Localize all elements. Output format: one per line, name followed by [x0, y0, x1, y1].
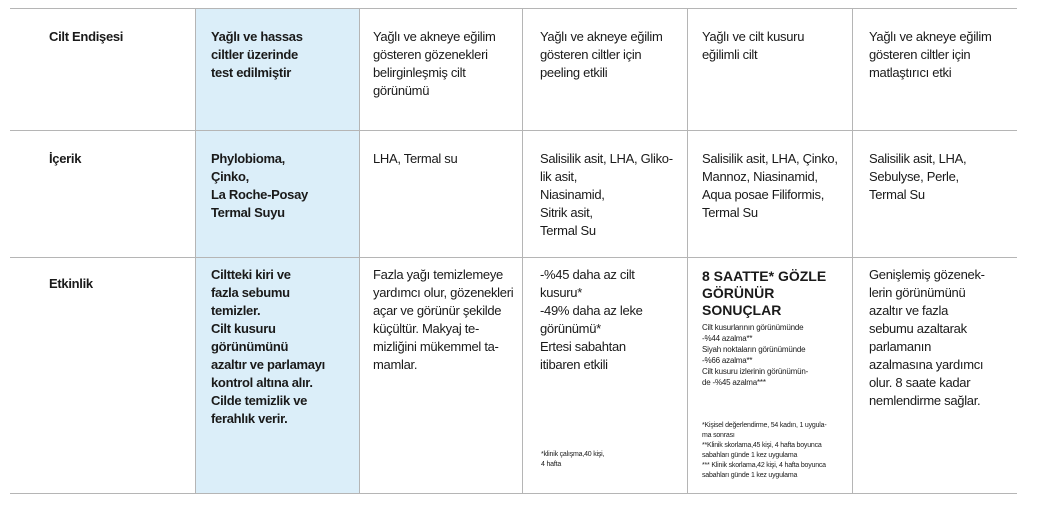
row-label-efficacy: Etkinlik	[49, 276, 93, 291]
column-divider	[359, 8, 360, 494]
row-divider	[10, 8, 1017, 9]
concern-col5: Yağlı ve akneye eğilim gösteren ciltler için matlaştırıcı etki	[869, 29, 992, 80]
ingredients-col4: Salisilik asit, LHA, Çinko, Mannoz, Niasinamid, Aqua posae Filiformis, Termal Su	[702, 151, 838, 220]
efficacy-col4-footnotes: *Kişisel değerlendirme, 54 kadın, 1 uygula- ma sonrası **Klinik skorlama,45 kişi, 4 hafta boyunca sabahları günde 1 kez uygulama *** Klinik skorlama,42 kişi, 4 hafta boyunca sabahları günde 1 kez uygulama	[702, 422, 827, 479]
row-divider	[10, 257, 1017, 258]
efficacy-col1: Ciltteki kiri ve fazla sebumu temizler. Cilt kusuru görünümünü azaltır ve parlamayı kontrol altına alır. Cilde temizlik ve ferahlık verir.	[211, 267, 325, 426]
column-divider	[522, 8, 523, 494]
efficacy-col3-footnote: *klinik çalışma,40 kişi, 4 hafta	[541, 451, 605, 468]
comparison-table	[10, 8, 1017, 494]
efficacy-col4-heading: 8 SAATTE* GÖZLE GÖRÜNÜR SONUÇLAR	[702, 268, 827, 318]
row-label-ingredients: İçerik	[49, 151, 82, 166]
ingredients-col1: Phylobioma, Çinko, La Roche-Posay Termal Suyu	[211, 151, 308, 220]
row-divider	[10, 493, 1017, 494]
efficacy-col3: -%45 daha az cilt kusuru* -49% daha az leke görünümü* Ertesi sabahtan itibaren etkili	[540, 267, 643, 372]
concern-col4: Yağlı ve cilt kusuru eğilimli cilt	[702, 29, 805, 62]
efficacy-col4-results: Cilt kusurlarının görünümünde -%44 azalma** Siyah noktaların görünümünde -%66 azalma** Cilt kusuru izlerinin görünümün- de -%45 azalma***	[702, 323, 809, 387]
column-divider	[195, 8, 196, 494]
efficacy-col5: Genişlemiş gözenek- lerin görünümünü azaltır ve fazla sebumu azaltarak parlamanın azalmasına yardımcı olur. 8 saate kadar nemlendirme sağlar.	[869, 267, 985, 408]
row-divider	[10, 130, 1017, 131]
column-divider	[852, 8, 853, 494]
ingredients-col2: LHA, Termal su	[373, 151, 458, 166]
row-label-concern: Cilt Endişesi	[49, 29, 124, 44]
concern-col3: Yağlı ve akneye eğilim gösteren ciltler için peeling etkili	[540, 29, 663, 80]
ingredients-col5: Salisilik asit, LHA, Sebulyse, Perle, Termal Su	[869, 151, 967, 202]
concern-col1: Yağlı ve hassas ciltler üzerinde test edilmiştir	[211, 29, 303, 80]
ingredients-col3: Salisilik asit, LHA, Gliko- lik asit, Niasinamid, Sitrik asit, Termal Su	[540, 151, 673, 238]
column-divider	[687, 8, 688, 494]
concern-col2: Yağlı ve akneye eğilim gösteren gözenekleri belirginleşmiş cilt görünümü	[373, 29, 496, 98]
efficacy-col2: Fazla yağı temizlemeye yardımcı olur, gözenekleri açar ve görünür şekilde küçültür. Makyaj te- mizliğini mükemmel ta- mamlar.	[373, 267, 514, 372]
